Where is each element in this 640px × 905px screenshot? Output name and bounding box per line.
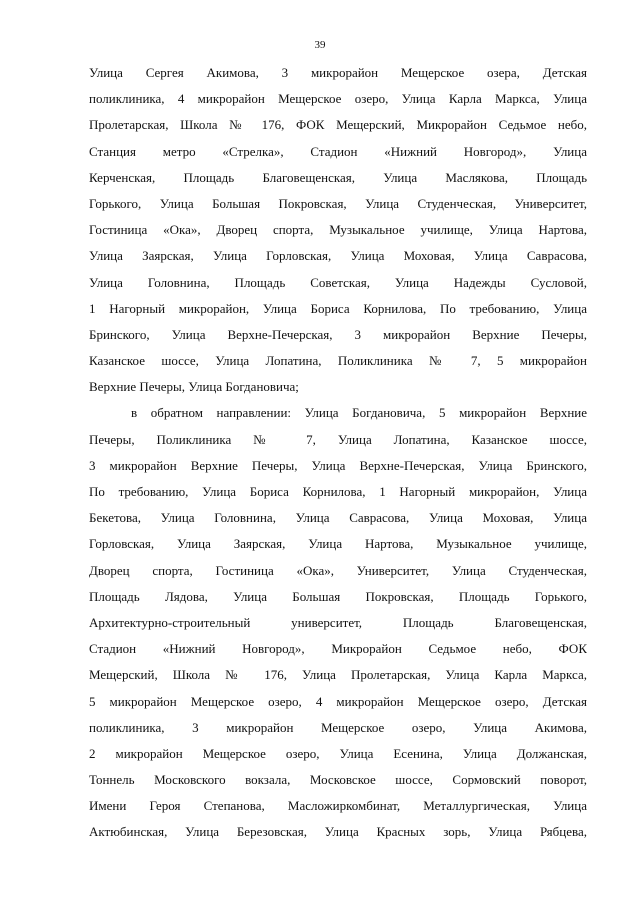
text-line: Имени Героя Степанова, Масложиркомбинат, Металлургическая, Улица — [89, 798, 587, 814]
route-forward-paragraph — [89, 60, 587, 400]
text-line: поликлиника, 3 микрорайон Мещерское озеро, Улица Акимова, — [89, 719, 587, 735]
text-line: Улица Головнина, Площадь Советская, Улица Надежды Сусловой, — [89, 274, 587, 290]
text-line: 5 микрорайон Мещерское озеро, 4 микрорайон Мещерское озеро, Детская — [89, 693, 587, 709]
text-line: По требованию, Улица Бориса Корнилова, 1 Нагорный микрорайон, Улица — [89, 484, 587, 499]
text-line: Верхние Печеры, Улица Богдановича; — [89, 379, 299, 395]
route-reverse-paragraph — [89, 400, 587, 845]
text-line: Мещерский, Школа № 176, Улица Пролетарская, Улица Карла Маркса, — [89, 667, 587, 683]
text-line: Тоннель Московского вокзала, Московское шоссе, Сормовский поворот, — [89, 772, 587, 788]
text-line: Стадион «Нижний Новгород», Микрорайон Седьмое небо, ФОК — [89, 641, 587, 657]
text-line: Керченская, Площадь Благовещенская, Улица Маслякова, Площадь — [89, 169, 587, 185]
text-line: Горловская, Улица Заярская, Улица Нартова, Музыкальное училище, — [89, 536, 587, 552]
page-number: 39 — [314, 39, 326, 51]
text-line: Площадь Лядова, Улица Большая Покровская, Площадь Горького, — [89, 588, 587, 604]
text-line: Бекетова, Улица Головнина, Улица Саврасова, Улица Моховая, Улица — [89, 510, 587, 526]
text-line: Гостиница «Ока», Дворец спорта, Музыкальное училище, Улица Нартова, — [89, 222, 587, 238]
text-line: Станция метро «Стрелка», Стадион «Нижний Новгород», Улица — [89, 143, 587, 159]
text-line: 3 микрорайон Верхние Печеры, Улица Верхне-Печерская, Улица Бринского, — [89, 457, 587, 473]
text-line: Казанское шоссе, Улица Лопатина, Поликлиника № 7, 5 микрорайон — [89, 353, 587, 369]
text-line: 2 микрорайон Мещерское озеро, Улица Есенина, Улица Должанская, — [89, 745, 587, 761]
text-line: в обратном направлении: Улица Богдановича, 5 микрорайон Верхние — [131, 405, 587, 421]
text-line: 1 Нагорный микрорайон, Улица Бориса Корнилова, По требованию, Улица — [89, 300, 587, 316]
text-line: Бринского, Улица Верхне-Печерская, 3 микрорайон Верхние Печеры, — [89, 326, 587, 342]
text-line: Архитектурно-строительный университет, Площадь Благовещенская, — [89, 614, 587, 630]
body-text — [89, 60, 587, 846]
text-line: Дворец спорта, Гостиница «Ока», Университет, Улица Студенческая, — [89, 562, 587, 578]
text-line: Улица Заярская, Улица Горловская, Улица Моховая, Улица Саврасова, — [89, 248, 587, 264]
text-line: Улица Сергея Акимова, 3 микрорайон Мещерское озера, Детская — [89, 65, 587, 80]
text-line: поликлиника, 4 микрорайон Мещерское озеро, Улица Карла Маркса, Улица — [89, 91, 587, 107]
text-line: Пролетарская, Школа № 176, ФОК Мещерский, Микрорайон Седьмое небо, — [89, 117, 587, 133]
text-line: Актюбинская, Улица Березовская, Улица Красных зорь, Улица Рябцева, — [89, 824, 587, 840]
text-line: Горького, Улица Большая Покровская, Улица Студенческая, Университет, — [89, 195, 587, 211]
text-line: Печеры, Поликлиника № 7, Улица Лопатина, Казанское шоссе, — [89, 431, 587, 447]
